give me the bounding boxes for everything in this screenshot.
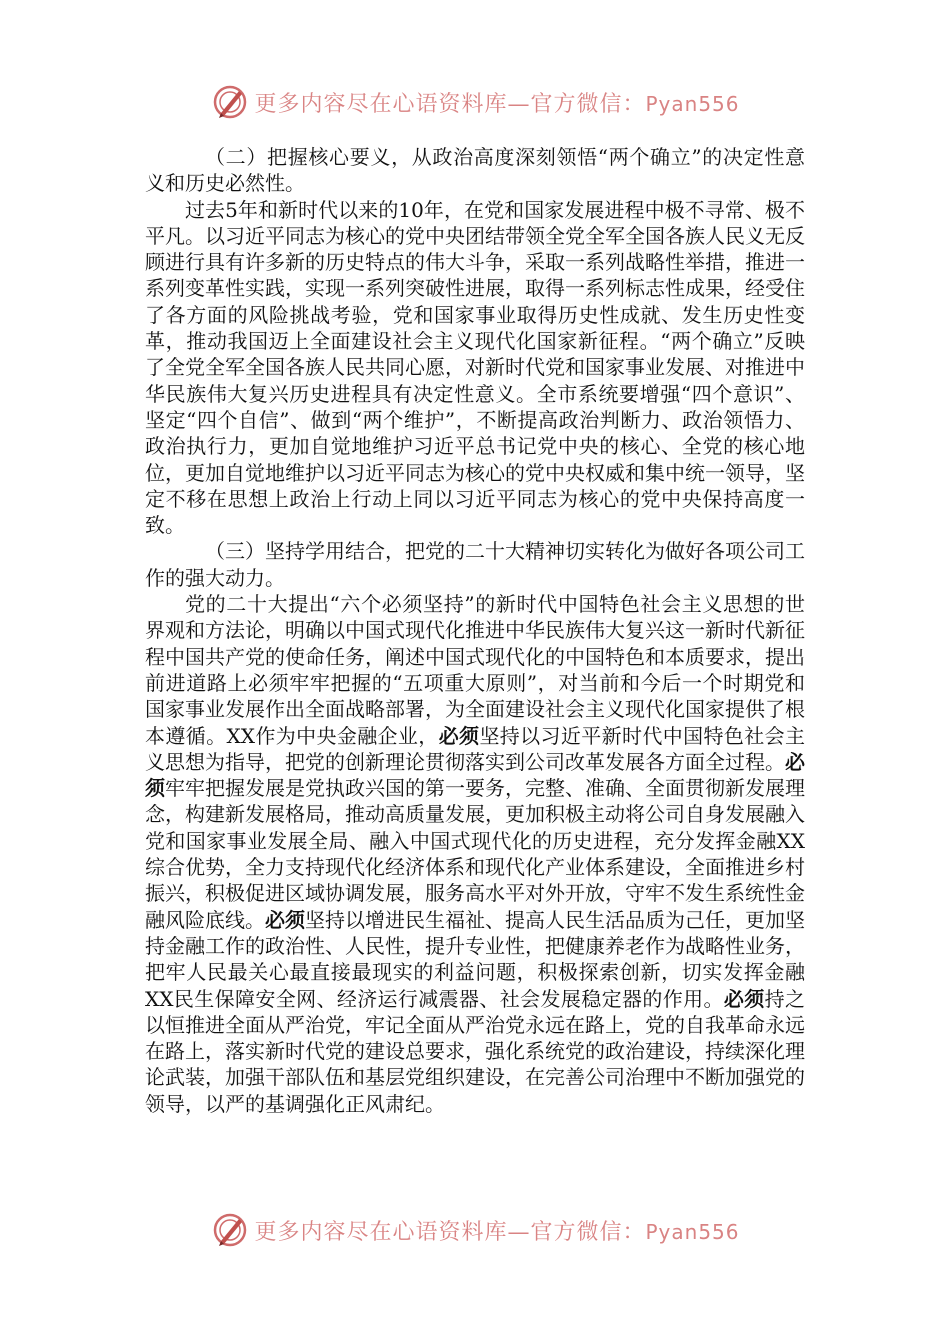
emphasis-must: 必须 bbox=[265, 907, 305, 932]
section-3-paragraph: 党的二十大提出“六个必须坚持”的新时代中国特色社会主义思想的世界观和方法论，明确以中国式现代化推进中华民族伟大复兴这一新时代新征程中国共产党的使命任务，阐述中国式现代化的中国特色和本质要求，提出前进道路上必须牢牢把握的“五项重大原则”，对当前和今后一个时期党和国家事业发展作出全面战略部署，为全面建设社会主义现代化国家提供了根本遵循。XX作为中央金融企业，必须坚持以习近平新时代中国特色社会主义思想为指导，把党的创新理论贯彻落实到公司改革发展各方面全过程。必须牢牢把握发展是党执政兴国的第一要务，完整、准确、全面贯彻新发展理念，构建新发展格局，推动高质量发展，更加积极主动将公司自身发展融入党和国家事业发展全局、融入中国式现代化的历史进程，充分发挥金融XX综合优势，全力支持现代化经济体系和现代化产业体系建设，全面推进乡村振兴，积极促进区域协调发展，服务高水平对外开放，守牢不发生系统性金融风险底线。必须坚持以增进民生福祉、提高人民生活品质为己任，更加坚持金融工作的政治性、人民性，提升专业性，把健康养老作为战略性业务，把牢人民最关心最直接最现实的利益问题，积极探索创新，切实发挥金融XX民生保障安全网、经济运行减震器、社会发展稳定器的作用。必须持之以恒推进全面从严治党，牢记全面从严治党永远在路上，党的自我革命永远在路上，落实新时代党的建设总要求，强化系统党的政治建设，持续深化理论武装，加强干部队伍和基层党组织建设，在完善公司治理中不断加强党的领导，以严的基调强化正风肃纪。 bbox=[145, 592, 806, 1116]
emphasis-must: 必须 bbox=[438, 723, 480, 748]
watermark-text: 更多内容尽在心语资料库—官方微信：Pyan556 bbox=[254, 1219, 740, 1245]
section-3-heading: （三）坚持学用结合，把党的二十大精神切实转化为做好各项公司工作的强大动力。 bbox=[145, 539, 805, 590]
document-body bbox=[145, 144, 805, 1117]
emphasis-must: 必须 bbox=[723, 986, 765, 1011]
pen-circle-icon bbox=[210, 1210, 250, 1250]
pen-circle-icon bbox=[210, 82, 250, 122]
section-2-heading: （二）把握核心要义，从政治高度深刻领悟“两个确立”的决定性意义和历史必然性。 bbox=[145, 145, 805, 196]
watermark-banner-bottom bbox=[0, 1208, 950, 1252]
watermark-text: 更多内容尽在心语资料库—官方微信：Pyan556 bbox=[254, 91, 740, 117]
emphasis-must: 必须 bbox=[145, 749, 805, 801]
section-2-paragraph: 过去5年和新时代以来的10年，在党和国家发展进程中极不寻常、极不平凡。以习近平同志为核心的党中央团结带领全党全军全国各族人民义无反顾进行具有许多新的历史特点的伟大斗争，采取一系列战略性举措，推进一系列变革性实践，实现一系列突破性进展，取得一系列标志性成果，经受住了各方面的风险挑战考验，党和国家事业取得历史性成就、发生历史性变革，推动我国迈上全面建设社会主义现代化国家新征程。“两个确立”反映了全党全军全国各族人民共同心愿，对新时代党和国家事业发展、对推进中华民族伟大复兴历史进程具有决定性意义。全市系统要增强“四个意识”、坚定“四个自信”、做到“两个维护”，不断提高政治判断力、政治领悟力、政治执行力，更加自觉地维护习近平总书记党中央的核心、全党的核心地位，更加自觉地维护以习近平同志为核心的党中央权威和集中统一领导，坚定不移在思想上政治上行动上同以习近平同志为核心的党中央保持高度一致。 bbox=[145, 197, 805, 538]
watermark-banner-top bbox=[0, 80, 950, 124]
